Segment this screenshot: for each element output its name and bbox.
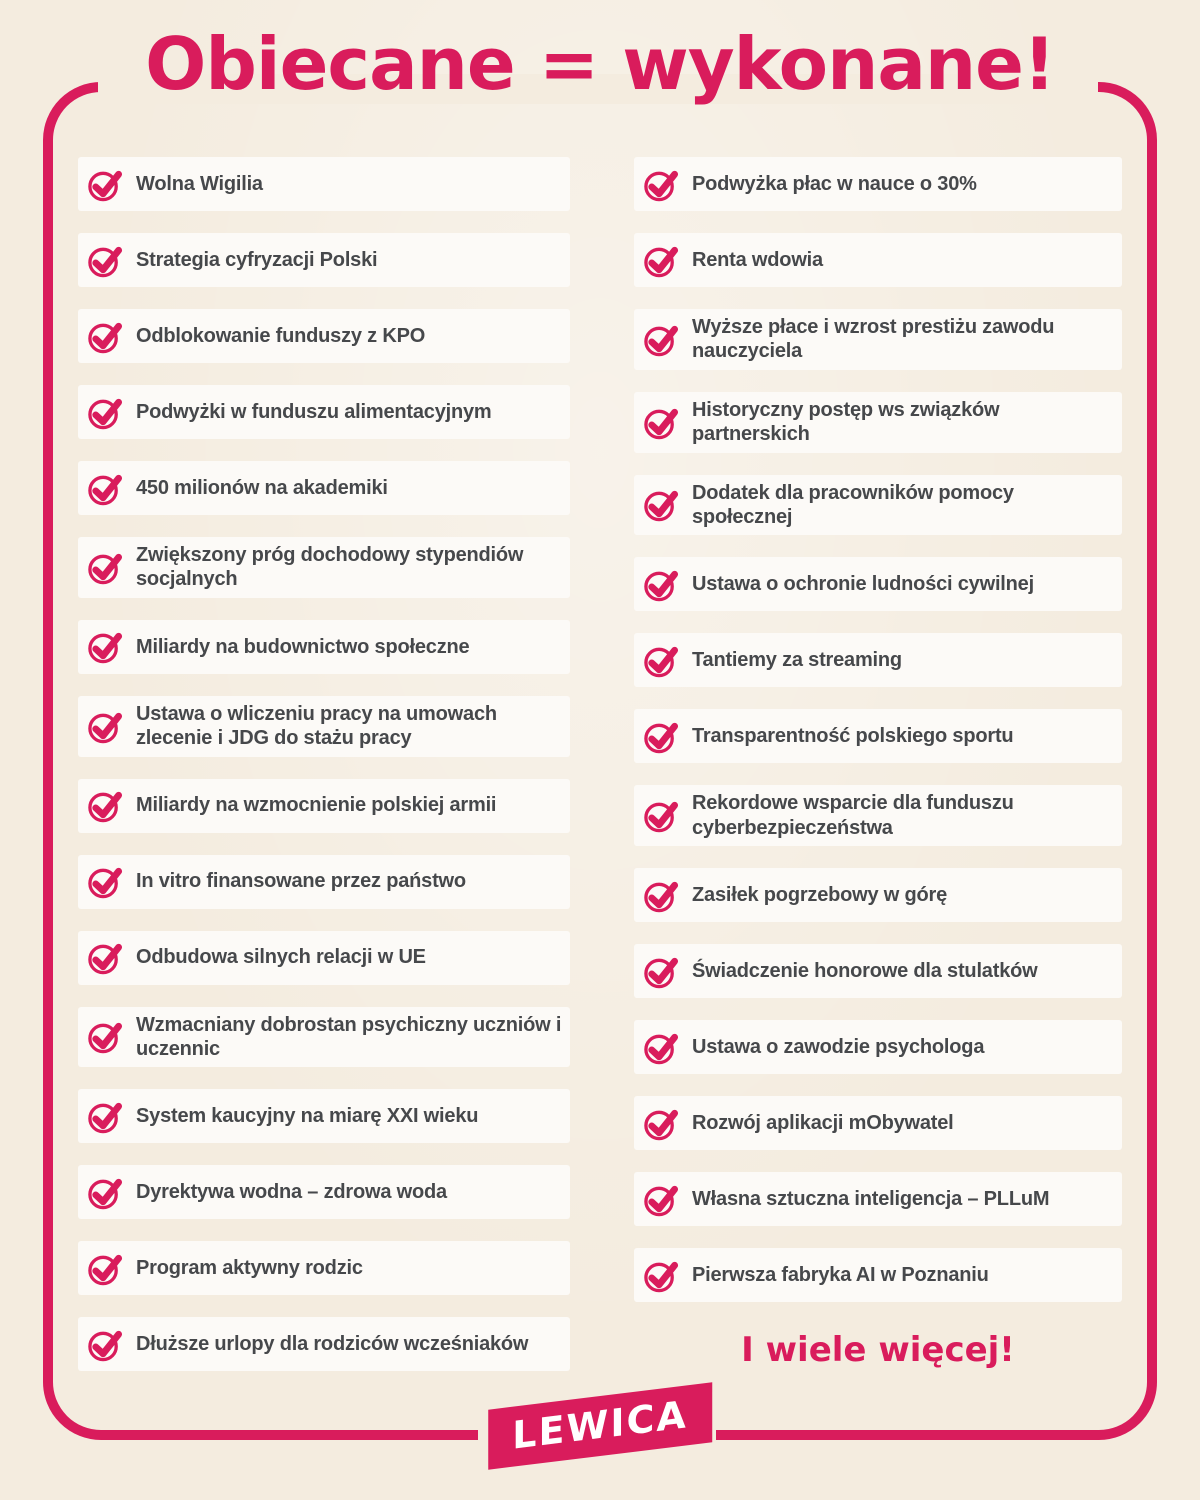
checklist-item-label: Renta wdowia <box>692 248 823 271</box>
checklist-item-label: Miliardy na budownictwo społeczne <box>136 635 470 658</box>
checklist-item <box>634 309 1122 370</box>
checklist-item-label: Odblokowanie funduszy z KPO <box>136 324 426 347</box>
checklist-left-column <box>78 157 570 1393</box>
checklist-item-label: Pierwsza fabryka AI w Poznaniu <box>692 1263 989 1286</box>
lewica-logo: LEWICA <box>488 1382 712 1469</box>
page-title: Obiecane = wykonane! <box>145 22 1055 106</box>
checklist-item <box>78 233 570 287</box>
check-circle-icon <box>87 1018 124 1055</box>
checklist-item <box>634 785 1122 846</box>
checklist-item <box>78 1007 570 1068</box>
checklist-item-label: Wyższe płace i wzrost prestiżu zawodu nauczyciela <box>692 316 1055 363</box>
checklist-item-label: Rozwój aplikacji mObywatel <box>692 1111 954 1134</box>
check-circle-icon <box>87 394 124 431</box>
checklist-item <box>78 309 570 363</box>
check-circle-icon <box>87 318 124 355</box>
check-circle-icon <box>643 1181 680 1218</box>
check-circle-icon <box>87 1174 124 1211</box>
checklist-item-label: Transparentność polskiego sportu <box>692 725 1014 748</box>
checklist-item <box>78 537 570 598</box>
check-circle-icon <box>643 797 680 834</box>
checklist-item-label: Dłuższe urlopy dla rodziców wcześniaków <box>136 1333 529 1356</box>
check-circle-icon <box>643 166 680 203</box>
check-circle-icon <box>87 787 124 824</box>
checklist-right-column <box>634 157 1122 1324</box>
checklist-item-label: Zasiłek pogrzebowy w górę <box>692 883 948 906</box>
checklist-item-label: Tantiemy za streaming <box>692 649 902 672</box>
checklist-item <box>78 779 570 833</box>
check-circle-icon <box>643 1105 680 1142</box>
check-circle-icon <box>643 642 680 679</box>
check-circle-icon <box>87 470 124 507</box>
more-text: I wiele więcej! <box>741 1330 1015 1370</box>
checklist-item-label: Podwyżka płac w nauce o 30% <box>692 172 977 195</box>
checklist-item <box>78 385 570 439</box>
checklist-item-label: System kaucyjny na miarę XXI wieku <box>136 1105 479 1128</box>
check-circle-icon <box>643 1257 680 1294</box>
check-circle-icon <box>87 863 124 900</box>
check-circle-icon <box>643 321 680 358</box>
checklist-item-label: Wzmacniany dobrostan psychiczny uczniów i uczennic <box>136 1013 562 1060</box>
check-circle-icon <box>643 877 680 914</box>
checklist-item <box>78 931 570 985</box>
checklist-item-label: Rekordowe wsparcie dla funduszu cyberbezpieczeństwa <box>692 792 1014 839</box>
checklist-item <box>634 157 1122 211</box>
checklist-item-label: Program aktywny rodzic <box>136 1257 363 1280</box>
check-circle-icon <box>643 404 680 441</box>
checklist-item <box>634 1248 1122 1302</box>
checklist-item-label: In vitro finansowane przez państwo <box>136 870 466 893</box>
checklist-item <box>78 620 570 674</box>
checklist-item-label: 450 milionów na akademiki <box>136 476 388 499</box>
checklist-item-label: Ustawa o ochronie ludności cywilnej <box>692 573 1034 596</box>
check-circle-icon <box>87 1098 124 1135</box>
checklist-item <box>634 1172 1122 1226</box>
checklist-item-label: Dodatek dla pracowników pomocy społecznej <box>692 481 1014 528</box>
checklist-item-label: Ustawa o wliczeniu pracy na umowach zlecenie i JDG do stażu pracy <box>136 702 497 750</box>
check-circle-icon <box>87 939 124 976</box>
check-circle-icon <box>643 566 680 603</box>
checklist-item <box>78 696 570 757</box>
check-circle-icon <box>87 708 124 745</box>
checklist-item <box>634 1020 1122 1074</box>
checklist-item <box>634 557 1122 611</box>
check-circle-icon <box>87 1326 124 1363</box>
checklist-item-label: Odbudowa silnych relacji w UE <box>136 946 426 969</box>
check-circle-icon <box>87 628 124 665</box>
checklist-item-label: Historyczny postęp ws związków partnerskich <box>692 398 1000 446</box>
checklist-item-label: Miliardy na wzmocnienie polskiej armii <box>136 794 497 817</box>
checklist-item <box>78 855 570 909</box>
check-circle-icon <box>643 242 680 279</box>
checklist-item <box>78 1165 570 1219</box>
checklist-item <box>634 475 1122 536</box>
checklist-item <box>78 461 570 515</box>
check-circle-icon <box>87 242 124 279</box>
checklist-item <box>78 157 570 211</box>
checklist-item-label: Zwiększony próg dochodowy stypendiów socjalnych <box>136 544 524 591</box>
check-circle-icon <box>643 718 680 755</box>
checklist-item <box>78 1089 570 1143</box>
checklist-item <box>634 709 1122 763</box>
checklist-item-label: Własna sztuczna inteligencja – PLLuM <box>692 1187 1050 1210</box>
checklist-item-label: Podwyżki w funduszu alimentacyjnym <box>136 400 492 423</box>
checklist-item <box>634 233 1122 287</box>
checklist-item <box>78 1241 570 1295</box>
checklist-item <box>634 633 1122 687</box>
check-circle-icon <box>87 549 124 586</box>
check-circle-icon <box>643 953 680 990</box>
checklist-item <box>78 1317 570 1371</box>
checklist-item-label: Wolna Wigilia <box>136 172 263 195</box>
checklist-item-label: Ustawa o zawodzie psychologa <box>692 1035 985 1058</box>
check-circle-icon <box>643 486 680 523</box>
checklist-item-label: Dyrektywa wodna – zdrowa woda <box>136 1181 447 1204</box>
checklist-item-label: Świadczenie honorowe dla stulatków <box>692 959 1038 982</box>
check-circle-icon <box>87 1250 124 1287</box>
check-circle-icon <box>87 166 124 203</box>
checklist-item <box>634 944 1122 998</box>
check-circle-icon <box>643 1029 680 1066</box>
checklist-item-label: Strategia cyfryzacji Polski <box>136 248 378 271</box>
checklist-item <box>634 392 1122 453</box>
checklist-item <box>634 868 1122 922</box>
checklist-item <box>634 1096 1122 1150</box>
